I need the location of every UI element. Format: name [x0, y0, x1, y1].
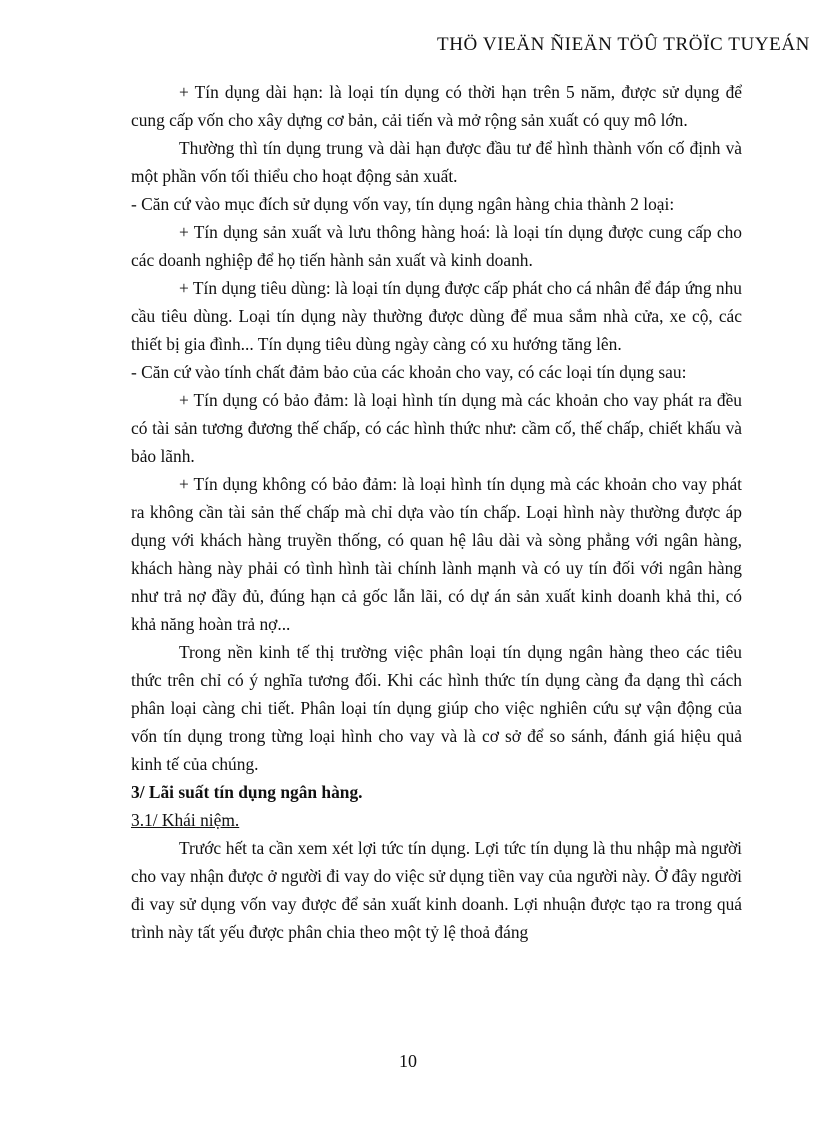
paragraph-market-economy: Trong nền kinh tế thị trường việc phân loại tín dụng ngân hàng theo các tiêu thức trên chỉ có ý nghĩa tương đối. Khi các hình thức tín dụng càng đa dạng thì cách phân loại càng chi tiết. Phân loại tín dụng giúp cho việc nghiên cứu sự vận động của vốn tín dụng trong từng loại hình cho vay và là cơ sở để so sánh, đánh giá hiệu quả kinh tế của chúng. — [131, 642, 742, 774]
page-number: 10 — [399, 1051, 417, 1071]
paragraph-long-term-credit: + Tín dụng dài hạn: là loại tín dụng có thời hạn trên 5 năm, được sử dụng để cung cấp vốn cho xây dựng cơ bản, cải tiến và mở rộng sản xuất có quy mô lớn. — [131, 82, 742, 130]
paragraph-credit-interest: Trước hết ta cần xem xét lợi tức tín dụng. Lợi tức tín dụng là thu nhập mà người cho vay nhận được ở người đi vay do việc sử dụng tiền vay của người này. Ở đây người đi vay sử dụng vốn vay được để sản xuất kinh doanh. Lợi nhuận được tạo ra trong quá trình này tất yếu được phân chia theo một tỷ lệ thoả đáng — [131, 838, 742, 942]
paragraph-guarantee-classification: - Căn cứ vào tính chất đảm bảo của các khoản cho vay, có các loại tín dụng sau: — [131, 362, 687, 382]
paragraph-consumer-credit: + Tín dụng tiêu dùng: là loại tín dụng được cấp phát cho cá nhân để đáp ứng nhu cầu tiêu dùng. Loại tín dụng này thường được dùng để mua sắm nhà cửa, xe cộ, các thiết bị gia đình... Tín dụng tiêu dùng ngày càng có xu hướng tăng lên. — [131, 278, 742, 354]
document-body — [131, 78, 742, 946]
subsection-title: 3.1/ Khái niệm. — [131, 810, 240, 830]
paragraph-medium-long-term: Thường thì tín dụng trung và dài hạn được đầu tư để hình thành vốn cố định và một phần vốn tối thiểu cho hoạt động sản xuất. — [131, 138, 742, 186]
paragraph-production-credit: + Tín dụng sản xuất và lưu thông hàng hoá: là loại tín dụng được cung cấp cho các doanh nghiệp để họ tiến hành sản xuất và kinh doanh. — [131, 222, 742, 270]
paragraph-secured-credit: + Tín dụng có bảo đảm: là loại hình tín dụng mà các khoản cho vay phát ra đều có tài sản tương đương thế chấp, có các hình thức như: cầm cố, thế chấp, chiết khấu và bảo lãnh. — [131, 390, 742, 466]
page-header: THÖ VIEÄN ÑIEÄN TÖÛ TRÖÏC TUYEÁN — [437, 34, 810, 55]
section-heading: 3/ Lãi suất tín dụng ngân hàng. — [131, 782, 363, 802]
subsection-heading — [131, 806, 742, 834]
paragraph-purpose-classification: - Căn cứ vào mục đích sử dụng vốn vay, tín dụng ngân hàng chia thành 2 loại: — [131, 194, 675, 214]
paragraph-unsecured-credit: + Tín dụng không có bảo đảm: là loại hình tín dụng mà các khoản cho vay phát ra không cần tài sản thế chấp mà chỉ dựa vào tín chấp. Loại hình này thường được áp dụng với khách hàng truyền thống, có quan hệ lâu dài và sòng phẳng với ngân hàng, khách hàng này phải có tình hình tài chính lành mạnh và có uy tín đối với ngân hàng như trả nợ đầy đủ, đúng hạn cả gốc lẫn lãi, có dự án sản xuất kinh doanh khả thi, có khả năng hoàn trả nợ... — [131, 474, 742, 634]
